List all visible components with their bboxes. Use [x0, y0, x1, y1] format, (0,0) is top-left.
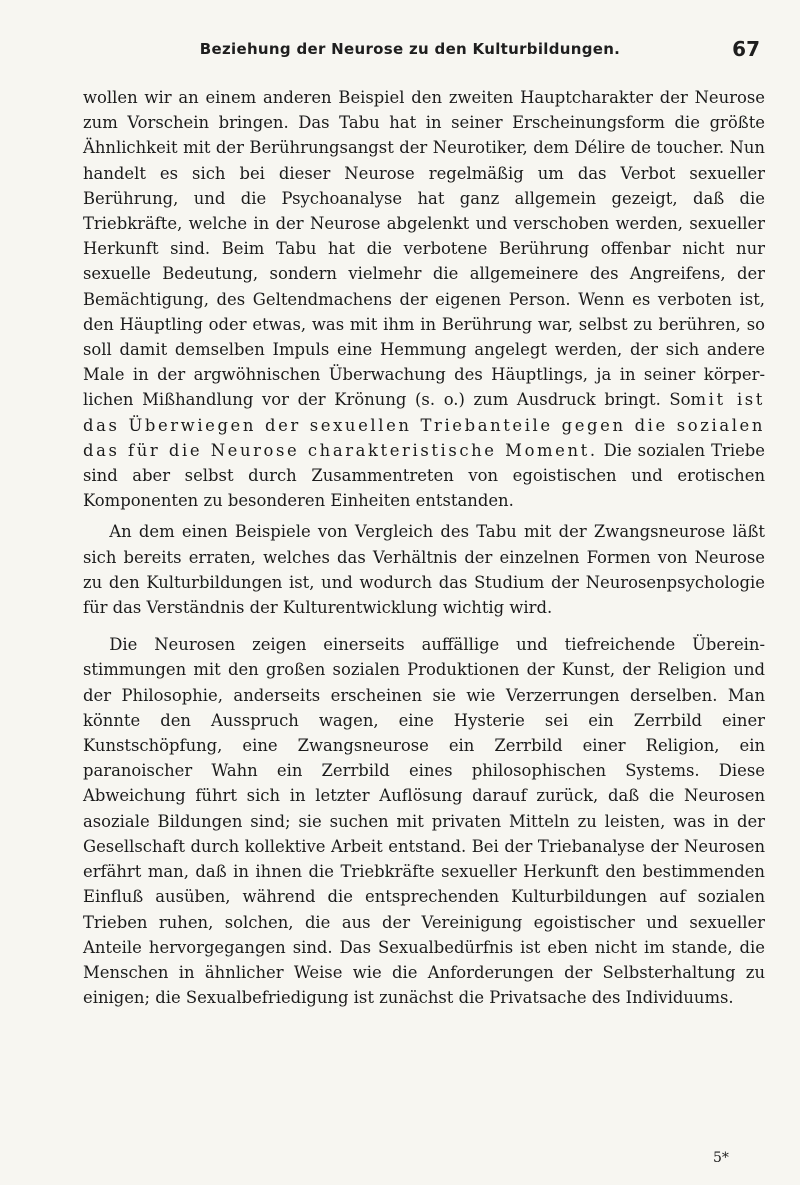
emphasized-spaced-text: mit ist das Überwiegen der sexuellen Triebanteile gegen die sozialen das für die Neurose charakteristische Moment. — [83, 390, 765, 460]
body-text — [83, 85, 765, 1010]
running-header — [60, 37, 760, 64]
page-number: 67 — [732, 37, 760, 61]
paragraph-2: An dem einen Beispiele von Vergleich des Tabu mit der Zwangsneurose läßt sich bereits erraten, welches das Verhältnis der einzelnen Formen von Neurose zu den Kulturbildungen ist, und wodurch das Studium der Neurosenpsychologie für das Verständnis der Kulturentwicklung wichtig wird. — [83, 522, 765, 618]
running-title: Beziehung der Neurose zu den Kulturbildungen. — [199, 40, 621, 58]
paragraph-1-text: wollen wir an einem anderen Beispiel den zweiten Hauptcharakter der Neurose zum Vorschein bringen. Das Tabu hat in seiner Erscheinungsform die größte Ähnlichkeit mit der Berührungsangst der Neurotiker, dem Délire de toucher. Nun handelt es sich bei dieser Neurose regelmäßig um das Verbot sexueller Berührung, und die Psychoanalyse hat ganz allgemein gezeigt, daß die Triebkräfte, welche in der Neurose abgelenkt und verschoben werden, sexueller Herkunft sind. Beim Tabu hat die verbotene Berührung offenbar nicht nur sexuelle Bedeutung, sondern vielmehr die allgemeinere des Angreifens, der Bemächtigung, des Geltendmachens der eigenen Person. Wenn es verboten ist, den Häuptling oder etwas, was mit ihm in Berührung war, selbst zu berühren, so soll damit demselben Impuls eine Hemmung angelegt werden, der sich andere Male in der argwöhnischen Überwachung des Häuptlings, ja in seiner körperlichen Mißhandlung vor der Krönung (s. o.) zum Ausdruck bringt. So — [83, 88, 765, 410]
signature-mark: 5* — [713, 1150, 729, 1166]
paragraph-1 — [83, 85, 765, 513]
paragraph-1-text-end: Die sozialen Triebe sind aber selbst durch Zusammentreten von egoistischen und erotischen Komponenten zu besonderen Einheiten entstanden. — [83, 440, 765, 511]
paragraph-3: Die Neurosen zeigen einerseits auffällige und tiefreichende Übereinstimmungen mit den großen sozialen Produktionen der Kunst, der Religion und der Philosophie, anderseits erscheinen sie wie Verzerrungen derselben. Man könnte den Ausspruch wagen, eine Hysterie sei ein Zerrbild einer Kunstschöpfung, eine Zwangsneurose ein Zerrbild einer Religion, ein paranoischer Wahn ein Zerrbild eines philosophischen Systems. Diese Abweichung führt sich in letzter Auflösung darauf zurück, daß die Neurosen asoziale Bildungen sind; sie suchen mit privaten Mitteln zu leisten, was in der Gesellschaft durch kollektive Arbeit entstand. Bei der Triebanalyse der Neurosen erfährt man, daß in ihnen die Triebkräfte sexueller Herkunft den bestimmenden Einfluß ausüben, während die entsprechenden Kulturbildungen auf sozialen Trieben ruhen, solchen, die aus der Vereinigung egoistischer und sexueller Anteile hervorgegangen sind. Das Sexualbedürfnis ist eben nicht im stande, die Menschen in ähnlicher Weise wie die Anforderungen der Selbsterhaltung zu einigen; die Sexualbefriedigung ist zunächst die Privatsache des Individuums. — [83, 635, 765, 1008]
